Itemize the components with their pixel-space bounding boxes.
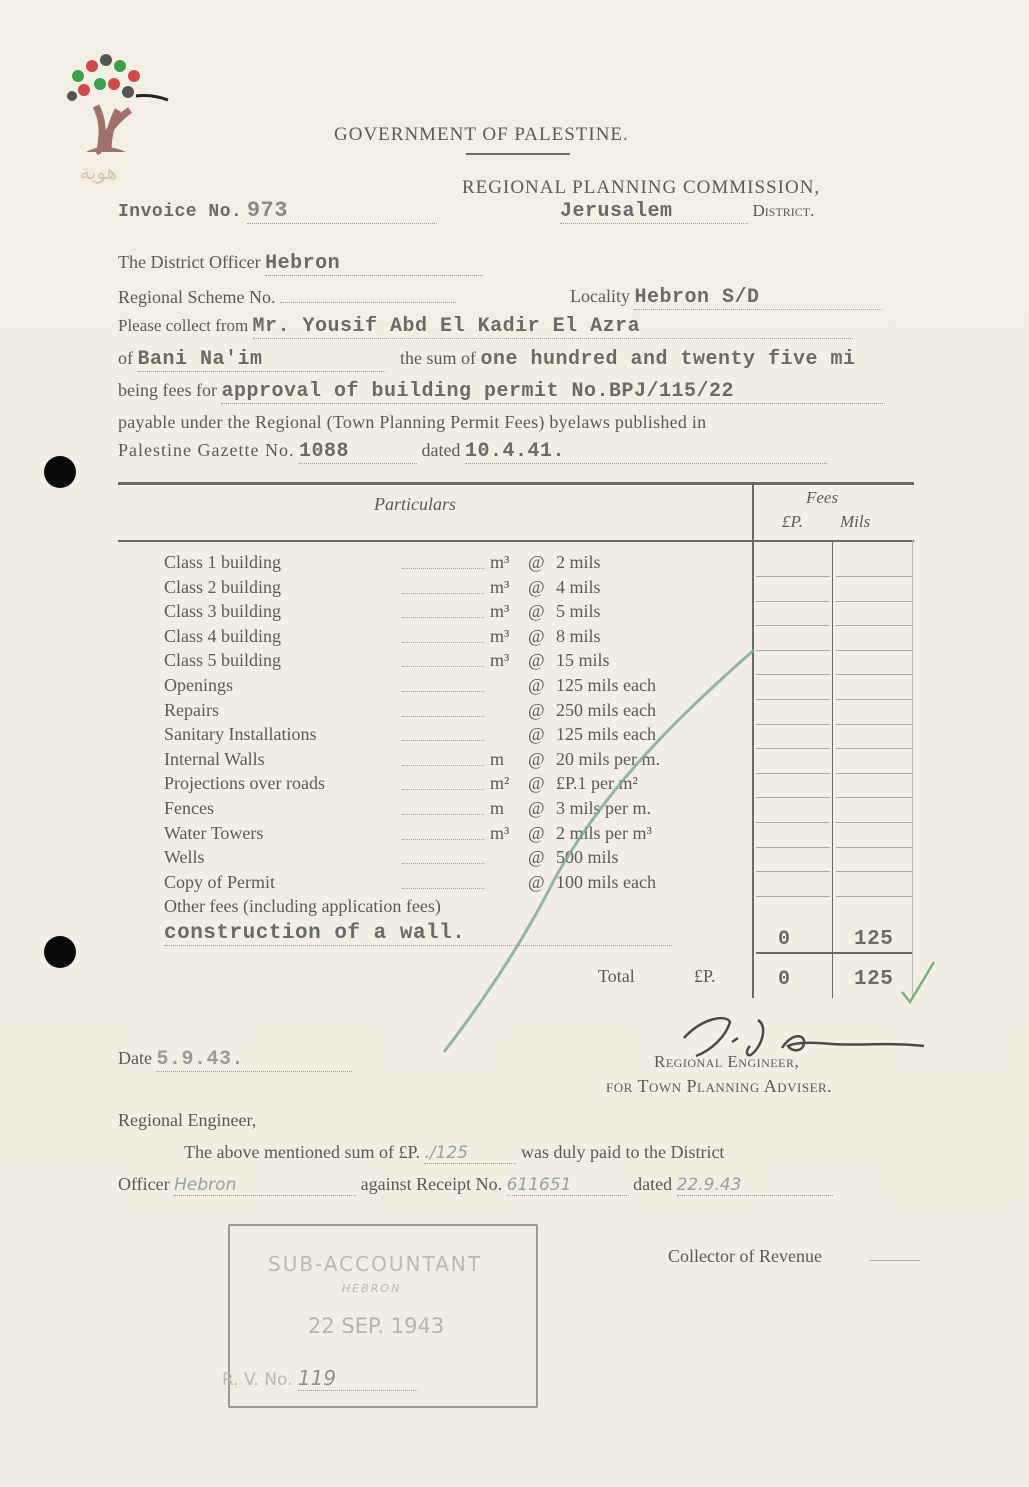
fee-row-unit: m³ — [490, 576, 510, 597]
fee-row-rate: 8 mils — [556, 625, 601, 646]
receipt-date: 22.9.43 — [677, 1175, 833, 1196]
adviser-line: for Town Planning Adviser. — [606, 1076, 833, 1096]
receipt-amount: ./125 — [424, 1143, 516, 1164]
receipt-line-1: The above mentioned sum of £P. ./125 was duly paid to the District — [184, 1142, 725, 1163]
receipt-officer: Hebron — [174, 1175, 356, 1196]
engineer-title: Regional Engineer, — [654, 1052, 800, 1071]
fee-row-at: @ — [528, 798, 545, 818]
receipt-line-2: Officer Hebron against Receipt No. 611651 dated 22.9.43 — [118, 1174, 833, 1196]
sum-value: one hundred and twenty five mi — [480, 348, 856, 371]
fee-row-pounds-cell — [756, 601, 830, 602]
fee-row-unit: m² — [490, 773, 510, 794]
table-header-rule — [118, 540, 914, 542]
fee-row-at: @ — [528, 724, 545, 745]
other-fees-value: construction of a wall. — [164, 922, 672, 946]
fee-row-rate: 3 mils per m. — [556, 798, 651, 818]
fee-row-quantity — [402, 568, 484, 569]
fee-row-mils-cell — [836, 748, 912, 749]
fee-row-pounds-cell — [756, 576, 830, 577]
district-line — [560, 200, 814, 224]
total-mils: 125 — [854, 968, 894, 991]
fee-row-label: Class 3 building — [164, 601, 282, 622]
fee-row-at: @ — [528, 699, 545, 720]
fee-row-label: Class 5 building — [164, 650, 282, 671]
fee-row-rate: £P.1 per m² — [556, 773, 638, 794]
collect-from-value: Mr. Yousif Abd El Kadir El Azra — [253, 315, 853, 339]
invoice-number: 973 — [247, 198, 437, 224]
locality-line: Locality Hebron S/D — [570, 286, 882, 310]
invoice-number-line — [118, 198, 437, 224]
fee-row-unit: m³ — [490, 625, 510, 646]
fee-row-mils-cell — [836, 822, 912, 823]
fee-row-rate: 250 mils each — [556, 699, 656, 720]
stamp-date: 22 SEP. 1943 — [308, 1314, 445, 1338]
fee-row-unit: m³ — [490, 822, 510, 843]
fee-row-unit: m³ — [490, 601, 510, 622]
mils-header: Mils — [840, 512, 871, 531]
fee-row-mils-cell — [836, 699, 912, 700]
fee-row-quantity — [402, 593, 484, 594]
fee-row-at: @ — [528, 601, 545, 622]
fee-row-pounds-cell — [756, 797, 830, 798]
other-fees-label: Other fees (including application fees) — [164, 896, 441, 916]
fee-row-at: @ — [528, 650, 545, 671]
fee-row-mils-cell — [836, 576, 912, 577]
scheme-line: Regional Scheme No. — [118, 284, 456, 308]
fee-row-pounds-cell — [756, 748, 830, 749]
fee-row-mils-cell — [836, 871, 912, 872]
fee-row-label: Water Towers — [164, 822, 264, 843]
fee-row-pounds-cell — [756, 674, 830, 675]
fee-row-at: @ — [528, 822, 545, 843]
fee-row-label: Openings — [164, 675, 233, 695]
of-value: Bani Na'im — [138, 348, 386, 372]
fee-row-rate: 20 mils per m. — [556, 748, 660, 769]
total-currency: £P. — [694, 966, 716, 986]
pounds-header: £P. — [782, 512, 803, 531]
fee-row-pounds-cell — [756, 847, 830, 848]
fee-row-label: Repairs — [164, 699, 219, 720]
fee-row-rate: 4 mils — [556, 576, 601, 597]
total-label: Total — [598, 966, 635, 986]
commission-heading: REGIONAL PLANNING COMMISSION, — [462, 177, 821, 198]
gazette-number: 1088 — [299, 440, 417, 464]
collect-from-line: Please collect from Mr. Yousif Abd El Kadir El Azra — [118, 315, 853, 339]
gazette-line: Palestine Gazette No. 1088 dated 10.4.41. — [118, 440, 827, 464]
fees-for-value: approval of building permit No.BPJ/115/22 — [221, 380, 885, 404]
fee-row-at: @ — [528, 847, 545, 868]
district-label: District. — [752, 201, 815, 220]
fees-for-line: being fees for approval of building permit No.BPJ/115/22 — [118, 380, 885, 404]
scheme-number — [280, 284, 456, 303]
table-top-rule — [118, 482, 914, 485]
receipt-number: 611651 — [507, 1175, 629, 1196]
stamp-rv-value: 119 — [298, 1366, 418, 1391]
date-value: 5.9.43. — [156, 1048, 352, 1072]
fees-right-edge — [912, 540, 913, 998]
fee-row-mils-cell — [836, 674, 912, 675]
fee-row-mils-cell — [836, 650, 912, 651]
district-officer-value: Hebron — [265, 252, 483, 276]
collector-rule — [870, 1260, 920, 1261]
fee-row-rate: 100 mils each — [556, 871, 656, 892]
stamp-title: SUB-ACCOUNTANT — [268, 1252, 482, 1276]
other-fees-pounds: 0 — [778, 928, 791, 951]
fee-row-label: Class 4 building — [164, 625, 282, 646]
logo-caption: هوية — [80, 160, 118, 184]
payable-text: payable under the Regional (Town Planning Permit Fees) byelaws published in — [118, 412, 707, 432]
fee-row-at: @ — [528, 552, 545, 572]
fee-row-mils-cell — [836, 601, 912, 602]
fee-row-label: Class 1 building — [164, 552, 282, 572]
other-fees-underline — [756, 952, 912, 954]
fee-row-pounds-cell — [756, 871, 830, 872]
fee-row-quantity — [402, 617, 484, 618]
fees-header: Fees — [806, 488, 839, 507]
fee-row-at: @ — [528, 773, 545, 794]
fee-row-pounds-cell — [756, 699, 830, 700]
fee-row-unit: m³ — [490, 650, 510, 671]
punch-hole-bottom — [44, 936, 76, 968]
of-sum-line: of Bani Na'im the sum of one hundred and twenty five mi — [118, 348, 856, 371]
fee-row-pounds-cell — [756, 822, 830, 823]
locality-value: Hebron S/D — [634, 286, 882, 310]
fee-row-unit: m — [490, 748, 505, 769]
fee-row-mils-cell — [836, 896, 912, 897]
fee-row-label: Class 2 building — [164, 576, 282, 597]
other-fees-mils: 125 — [854, 928, 894, 951]
fee-row-pounds-cell — [756, 724, 830, 725]
fee-row-rate: 2 mils — [556, 552, 601, 572]
fee-row-pounds-cell — [756, 773, 830, 774]
fee-row-label: Fences — [164, 798, 214, 818]
fee-row-mils-cell — [836, 773, 912, 774]
gazette-date: 10.4.41. — [465, 440, 827, 464]
fee-row-mils-cell — [836, 724, 912, 725]
district-officer-line: The District Officer Hebron — [118, 252, 483, 276]
fees-divider — [832, 540, 833, 998]
fee-row-rate: 125 mils each — [556, 675, 656, 695]
fee-row-mils-cell — [836, 797, 912, 798]
collector-label: Collector of Revenue — [668, 1246, 822, 1266]
fee-row-pounds-cell — [756, 650, 830, 651]
district-value: Jerusalem — [560, 200, 748, 224]
fee-row-label: Internal Walls — [164, 748, 265, 769]
fee-row-unit: m³ — [490, 552, 510, 572]
fee-row-unit: m — [490, 798, 505, 818]
fee-row-rate: 5 mils — [556, 601, 601, 622]
fee-row-pounds-cell — [756, 625, 830, 626]
fee-row-rate: 500 mils — [556, 847, 619, 868]
fee-row-at: @ — [528, 625, 545, 646]
fee-row-mils-cell — [836, 847, 912, 848]
fee-row-pounds-cell — [756, 896, 830, 897]
fee-row-at: @ — [528, 748, 545, 769]
fee-row-label: Sanitary Installations — [164, 724, 317, 745]
particulars-header: Particulars — [374, 494, 457, 514]
stamp-place: HEBRON — [342, 1282, 402, 1295]
fee-row-rate: 125 mils each — [556, 724, 656, 745]
fee-row-at: @ — [528, 675, 545, 695]
punch-hole-top — [44, 456, 76, 488]
heading-underline — [466, 153, 570, 155]
stamp-rv-line: R. V. No. 119 — [222, 1366, 418, 1391]
receipt-addressee: Regional Engineer, — [118, 1110, 257, 1130]
fee-row-at: @ — [528, 871, 545, 892]
sub-accountant-stamp — [222, 1224, 538, 1408]
fee-row-label: Projections over roads — [164, 773, 325, 794]
fee-row-rate: 15 mils — [556, 650, 610, 671]
fee-row-label: Wells — [164, 847, 205, 868]
fee-row-mils-cell — [836, 625, 912, 626]
government-heading: GOVERNMENT OF PALESTINE. — [334, 124, 629, 145]
invoice-label: Invoice No. — [118, 202, 243, 222]
total-pounds: 0 — [778, 968, 791, 991]
fee-row-rate: 2 mils per m³ — [556, 822, 652, 843]
fee-row-at: @ — [528, 576, 545, 597]
date-line: Date 5.9.43. — [118, 1048, 352, 1072]
fee-row-label: Copy of Permit — [164, 871, 275, 892]
